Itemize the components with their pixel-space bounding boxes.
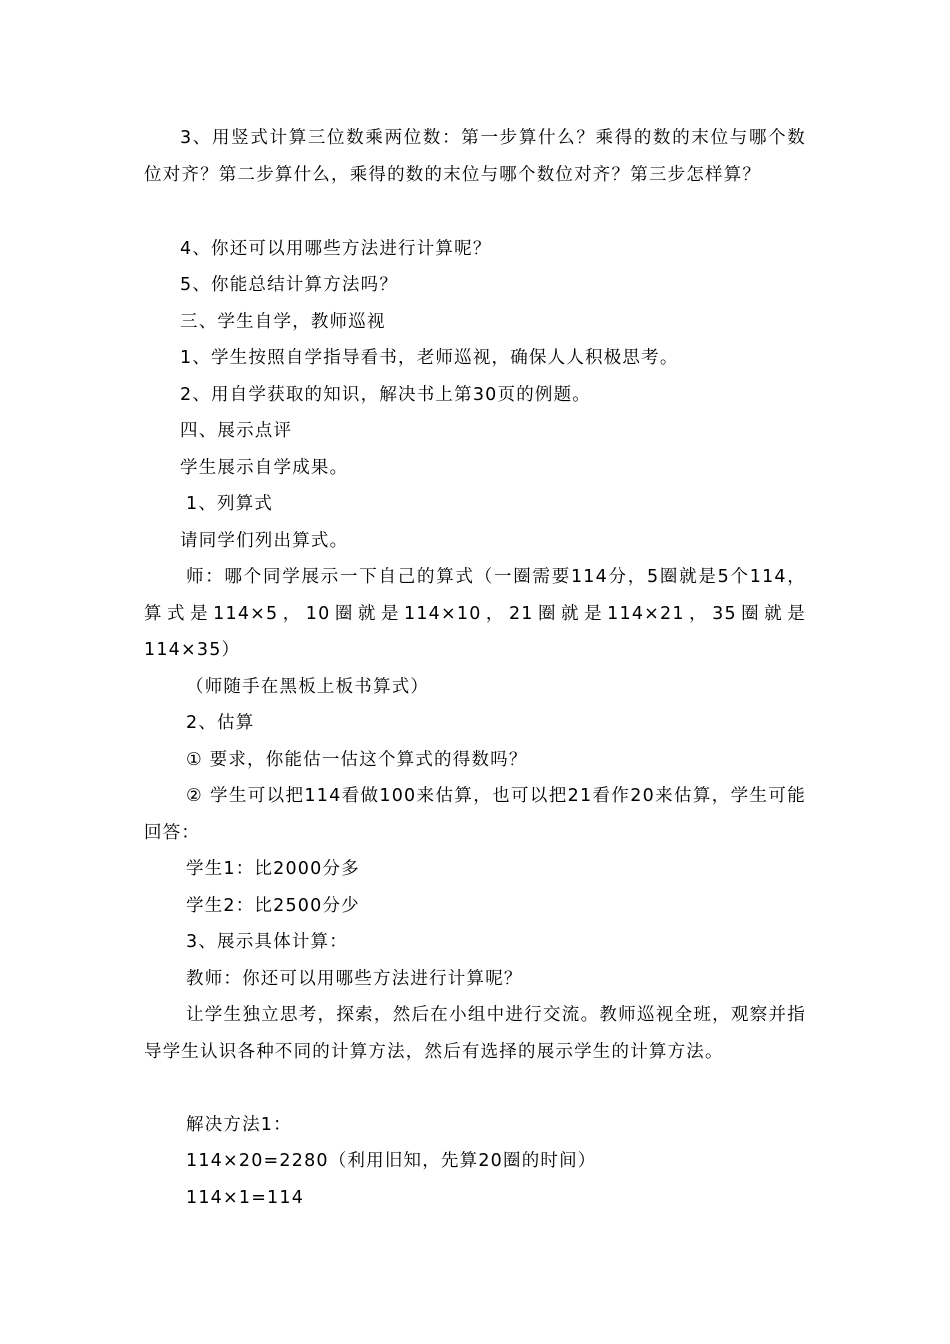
paragraph-student-1: 学生1：比2000分多 [186, 859, 360, 879]
paragraph-step-3: 3、用竖式计算三位数乘两位数：第一步算什么？乘得的数的末位与哪个数位对齐？第二步算什么，乘得的数的末位与哪个数位对齐？第三步怎样算？ [144, 128, 806, 185]
section-heading-3: 三、学生自学，教师巡视 [180, 312, 386, 332]
paragraph-method-1-step-1: 114×20=2280（利用旧知，先算20圈的时间） [186, 1151, 597, 1171]
paragraph-estimate-method: ② 学生可以把114看做100来估算，也可以把21看作20来估算，学生可能回答： [144, 786, 806, 843]
paragraph-step-5: 5、你能总结计算方法吗？ [180, 275, 399, 295]
section-heading-4: 四、展示点评 [180, 421, 293, 441]
paragraph-independent-thinking: 让学生独立思考，探索，然后在小组中进行交流。教师巡视全班，观察并指导学生认识各种不同的计算方法，然后有选择的展示学生的计算方法。 [144, 1005, 806, 1062]
paragraph-blackboard-note: （师随手在黑板上板书算式） [186, 677, 430, 697]
subheading-calculation: 3、展示具体计算： [186, 932, 348, 952]
paragraph-teacher-question: 教师：你还可以用哪些方法进行计算呢？ [186, 969, 523, 989]
paragraph-list-formula: 请同学们列出算式。 [180, 531, 349, 551]
subheading-method-1: 解决方法1： [186, 1115, 292, 1135]
paragraph-show-results: 学生展示自学成果。 [180, 458, 349, 478]
paragraph-estimate-request: ① 要求，你能估一估这个算式的得数吗？ [186, 750, 528, 770]
paragraph-teacher-formula: 师：哪个同学展示一下自己的算式（一圈需要114分，5圈就是5个114，算式是114×5，10圈就是114×10，21圈就是114×21，35圈就是114×35） [144, 567, 806, 660]
subheading-estimate: 2、估算 [186, 713, 255, 733]
paragraph-method-1-step-2: 114×1=114 [186, 1188, 305, 1208]
paragraph-self-study-2: 2、用自学获取的知识，解决书上第30页的例题。 [180, 385, 592, 405]
paragraph-self-study-1: 1、学生按照自学指导看书，老师巡视，确保人人积极思考。 [180, 348, 679, 368]
paragraph-step-4: 4、你还可以用哪些方法进行计算呢？ [180, 239, 492, 259]
paragraph-student-2: 学生2：比2500分少 [186, 896, 360, 916]
subheading-list-formula: 1、列算式 [186, 494, 274, 514]
